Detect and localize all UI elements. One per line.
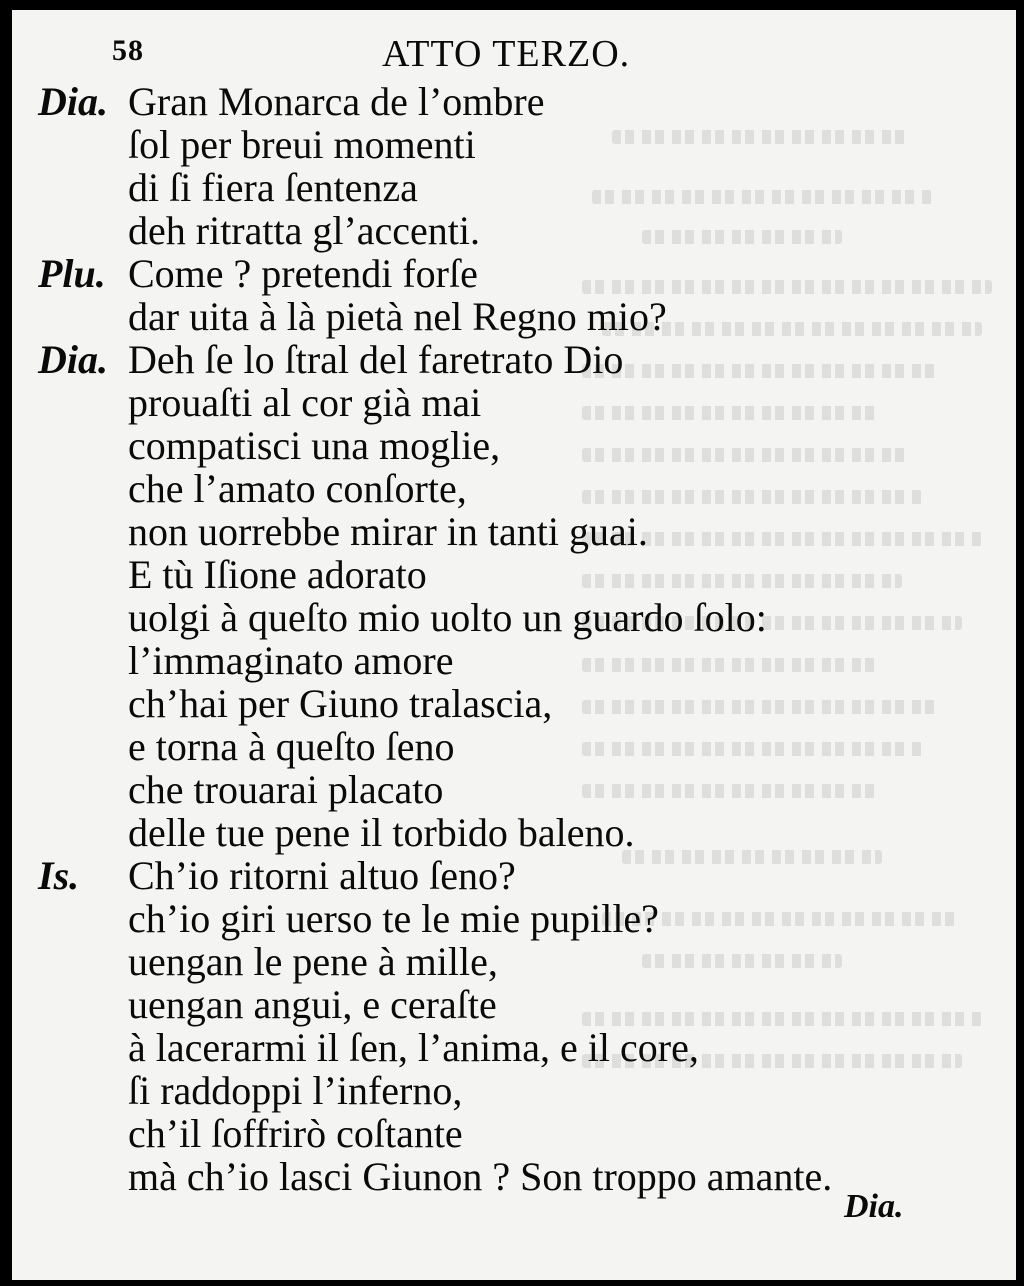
speaker-label: Dia. — [38, 79, 108, 124]
verse-line-text: ch’io giri uerso te le mie pupille? — [128, 896, 659, 941]
verse-line-text: che l’amato conſorte, — [128, 466, 467, 511]
verse-line-text: uengan angui, e ceraſte — [128, 982, 497, 1027]
verse-line — [12, 123, 1016, 166]
verse-line-text: uengan le pene à mille, — [128, 939, 498, 984]
verse-line-text: Deh ſe lo ſtral del faretrato Dio — [128, 337, 624, 382]
verse-line-text: non uorrebbe mirar in tanti guai. — [128, 509, 648, 554]
page-title: ATTO TERZO. — [382, 33, 631, 75]
speaker-label: Dia. — [38, 337, 108, 382]
verse-line-text: ſol per breui momenti — [128, 122, 476, 167]
verse-line-text: ch’hai per Giuno tralascia, — [128, 681, 553, 726]
verse-line — [12, 1026, 1016, 1069]
verse-line — [12, 166, 1016, 209]
verse-line-text: ſi raddoppi l’inferno, — [128, 1068, 463, 1113]
verse-line — [12, 80, 1016, 123]
verse-line-text: ch’il ſoffrirò coſtante — [128, 1111, 463, 1156]
verse-line — [12, 811, 1016, 854]
verse-line-text: delle tue pene il torbido baleno. — [128, 810, 635, 855]
verse-line — [12, 768, 1016, 811]
verse-line-text: deh ritratta gl’accenti. — [128, 208, 481, 253]
verse-line-text: di ſi fiera ſentenza — [128, 165, 418, 210]
verse-line — [12, 1112, 1016, 1155]
verse-line — [12, 854, 1016, 897]
verse-line-text: prouaſti al cor già mai — [128, 380, 482, 425]
catchword: Dia. — [844, 1188, 904, 1225]
verse-line — [12, 596, 1016, 639]
verse-line-text: à lacerarmi il ſen, l’anima, e il core, — [128, 1025, 699, 1070]
speaker-label: Is. — [38, 853, 80, 898]
verse-line — [12, 209, 1016, 252]
speaker-label: Plu. — [38, 251, 106, 296]
verse-line — [12, 983, 1016, 1026]
verse-line — [12, 682, 1016, 725]
verse-line — [12, 897, 1016, 940]
verse-line — [12, 725, 1016, 768]
verse-line-text: E tù Iſione adorato — [128, 552, 427, 597]
verse-line — [12, 553, 1016, 596]
book-page — [12, 10, 1016, 1280]
verse-line — [12, 510, 1016, 553]
verse-line-text: mà ch’io lasci Giunon ? Son troppo amante. — [128, 1154, 833, 1199]
verse-line — [12, 295, 1016, 338]
verse-line — [12, 940, 1016, 983]
verse-line — [12, 252, 1016, 295]
verse-text — [12, 80, 1016, 1198]
verse-line — [12, 639, 1016, 682]
verse-line-text: uolgi à queſto mio uolto un guardo ſolo: — [128, 595, 767, 640]
verse-line-text: Gran Monarca de l’ombre — [128, 79, 545, 124]
verse-line — [12, 424, 1016, 467]
verse-line — [12, 467, 1016, 510]
verse-line — [12, 1069, 1016, 1112]
verse-line-text: compatisci una moglie, — [128, 423, 501, 468]
page-number: 58 — [112, 34, 144, 67]
verse-line — [12, 338, 1016, 381]
verse-line — [12, 381, 1016, 424]
verse-line-text: Ch’io ritorni altuo ſeno? — [128, 853, 516, 898]
verse-line-text: e torna à queſto ſeno — [128, 724, 455, 769]
verse-line-text: l’immaginato amore — [128, 638, 454, 683]
verse-line-text: Come ? pretendi forſe — [128, 251, 478, 296]
verse-line-text: dar uita à là pietà nel Regno mio? — [128, 294, 667, 339]
verse-line-text: che trouarai placato — [128, 767, 444, 812]
